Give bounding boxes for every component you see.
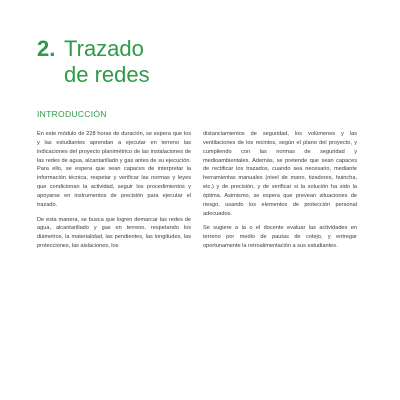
chapter-number: 2. [37, 36, 56, 61]
chapter-title-block [37, 36, 150, 88]
chapter-title-line-2 [37, 62, 150, 88]
paragraph: distanciamientos de seguridad, los volúmenes y las ventilaciones de los recintos, según el plano del proyecto, y cumpliendo con las normas de seguridad y medioambientales. Además, se pretende que sean capaces de rectificar los trazados, cuando sea necesario, mediante herramientas manuales (nivel de mano, tizadores, huincha, etc.) y de precisión, y de verificar si la solución ha sido la óptima. Asimismo, se espera que prevean situaciones de riesgo, usando los elementos de protección personal adecuados. [203, 131, 357, 217]
body-column-left [37, 130, 191, 257]
body-column-right [203, 130, 357, 257]
chapter-title-second-line: de redes [64, 62, 150, 87]
chapter-title-line-1 [37, 36, 150, 62]
paragraph: Se sugiere a la o el docente evaluar las actividades en terreno por medio de pautas de cotejo, y entregar oportunamente la retroalimentación a sus estudiantes. [203, 225, 357, 250]
paragraph: En este módulo de 228 horas de duración, se espera que los y las estudiantes aprendan a ejecutar en terreno las indicaciones del proyecto planimétrico de las instalaciones de las redes de agua, alcantarillado y gas antes de su ejecución. Para ello, se espera que sean capaces de interpretar la información técnica, respetar y verificar las normas y leyes que condicionan la actividad, seguir los procedimientos y apoyarse en instrumentos de precisión para ejecutar el trazado. [37, 131, 191, 208]
paragraph: De esta manera, se busca que logren demarcar las redes de agua, alcantarillado y gas en terreno, respetando los diámetros, la materialidad, las pendientes, las longitudes, las protecciones, las aislaciones, los [37, 216, 191, 250]
section-heading: INTRODUCCIÓN [37, 109, 107, 119]
chapter-title-first-line: Trazado [64, 36, 144, 61]
